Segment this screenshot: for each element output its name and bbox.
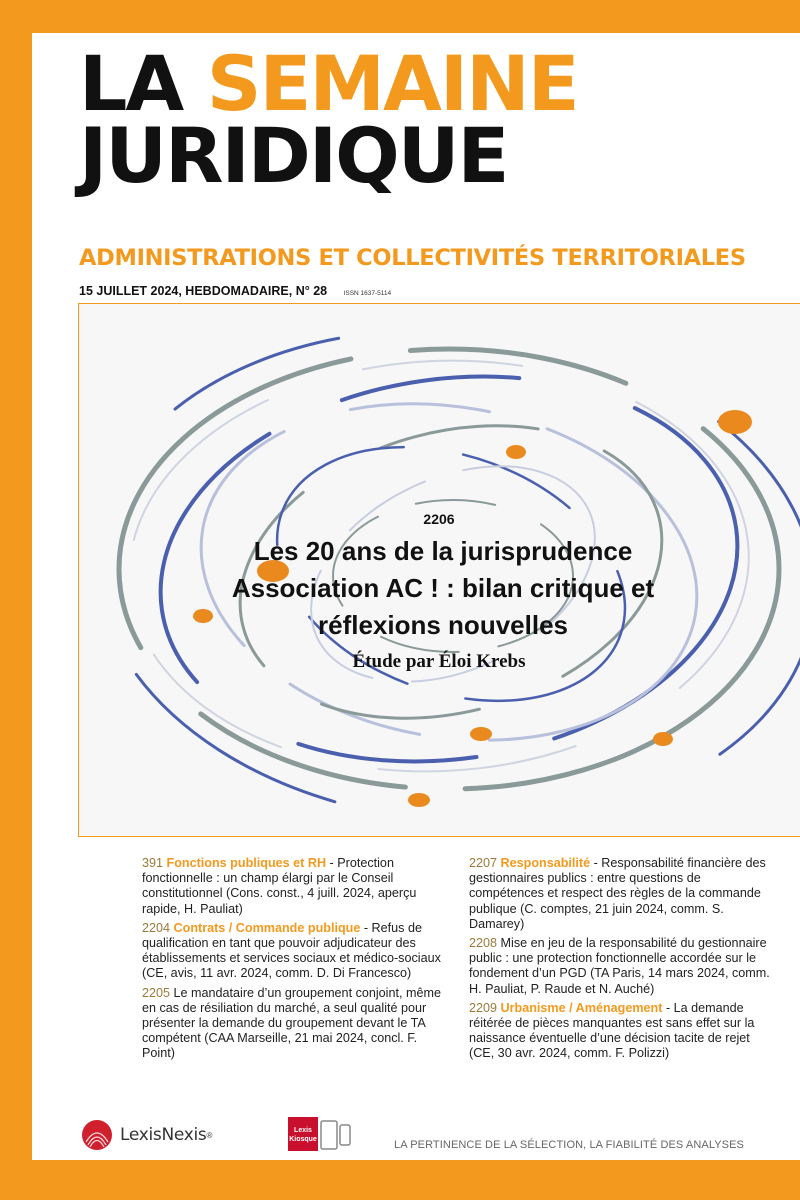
issue-info: 15 JUILLET 2024, HEBDOMADAIRE, N° 28 — [79, 284, 328, 298]
publication-subtitle: ADMINISTRATIONS ET COLLECTIVITÉS TERRITORIALES — [79, 245, 746, 271]
masthead — [79, 39, 578, 200]
entry-category: Contrats / Commande publique — [173, 920, 361, 935]
masthead-line-1 — [79, 39, 578, 128]
entry-number: 2208 — [469, 936, 498, 951]
lexisnexis-emblem-icon — [80, 1118, 114, 1152]
entry-number: 2205 — [142, 985, 171, 1000]
summary-column-left — [142, 856, 447, 1066]
issn: ISSN 1637-5114 — [343, 290, 392, 297]
summary-entry — [469, 1001, 774, 1062]
entry-category: Urbanisme / Aménagement — [500, 1000, 663, 1015]
entry-text: - Refus de qualification en tant que pouvoir adjudicateur des établissements et services sociaux et médico-sociaux (CE, avis, 11 avr. 2024, comm. D. Di Francesco) — [142, 920, 441, 981]
entry-number: 2209 — [469, 1000, 498, 1015]
entry-category: Fonctions publiques et RH — [166, 856, 327, 870]
entry-text: - Protection fonctionnelle : un champ élargi par le Conseil constitutionnel (Cons. const., 4 juill. 2024, aperçu rapide, H. Pauliat) — [142, 856, 417, 916]
entry-number: 2207 — [469, 856, 498, 870]
entry-text: - La demande réitérée de pièces manquantes est sans effet sur la naissance éventuelle d’une décision tacite de rejet (CE, 30 avr. 2024, comm. F. Polizzi) — [469, 1000, 755, 1061]
entry-text: - Responsabilité financière des gestionnaires publics : entre questions de compétences et respect des règles de la commande publique (C. comptes, 21 juin 2024, comm. S. Damarey) — [469, 856, 766, 931]
entry-number: 391 — [142, 856, 164, 870]
masthead-la: LA — [79, 39, 183, 128]
tagline: LA PERTINENCE DE LA SÉLECTION, LA FIABILITÉ DES ANALYSES — [394, 1139, 744, 1151]
entry-text: Mise en jeu de la responsabilité du gestionnaire public : une protection fonctionnelle accordée sur le fondement d’un PGD (TA Paris, 14 mars 2024, comm. H. Pauliat, P. Raude et N. Auché) — [469, 936, 770, 996]
lexis-kiosque-badge — [288, 1117, 353, 1155]
kiosque-label — [288, 1117, 318, 1151]
issue-line — [79, 282, 391, 300]
feature-author: Étude par Éloi Krebs — [352, 651, 526, 672]
publisher-name: LexisNexis — [120, 1125, 207, 1145]
summary-column-right — [469, 856, 774, 1066]
entry-text: Le mandataire d’un groupement conjoint, même en cas de résiliation du marché, a seul qualité pour présenter la demande du groupement devant le TA compétent (CAA Marseille, 21 mai 2024, concl. F. Point) — [142, 985, 441, 1061]
feature-number: 2206 — [423, 511, 455, 527]
feature-title: Les 20 ans de la jurisprudence Association AC ! : bilan critique et réflexions nouvelles — [231, 536, 655, 640]
entry-number: 2204 — [142, 920, 171, 935]
summary-entry — [142, 921, 447, 982]
devices-icon — [319, 1117, 353, 1153]
summary-entry — [142, 986, 447, 1062]
kiosque-line-1: Lexis — [294, 1127, 312, 1134]
lexisnexis-logo — [80, 1118, 212, 1152]
trademark-symbol: ® — [206, 1130, 213, 1140]
kiosque-line-2: Kiosque — [289, 1136, 317, 1143]
summary-entry — [469, 936, 774, 997]
masthead-semaine: SEMAINE — [206, 39, 578, 128]
cover-page — [32, 33, 800, 1160]
entry-category: Responsabilité — [500, 856, 591, 870]
summary-entry — [142, 856, 447, 917]
summary-entry — [469, 856, 774, 932]
masthead-juridique: JURIDIQUE — [79, 111, 508, 200]
